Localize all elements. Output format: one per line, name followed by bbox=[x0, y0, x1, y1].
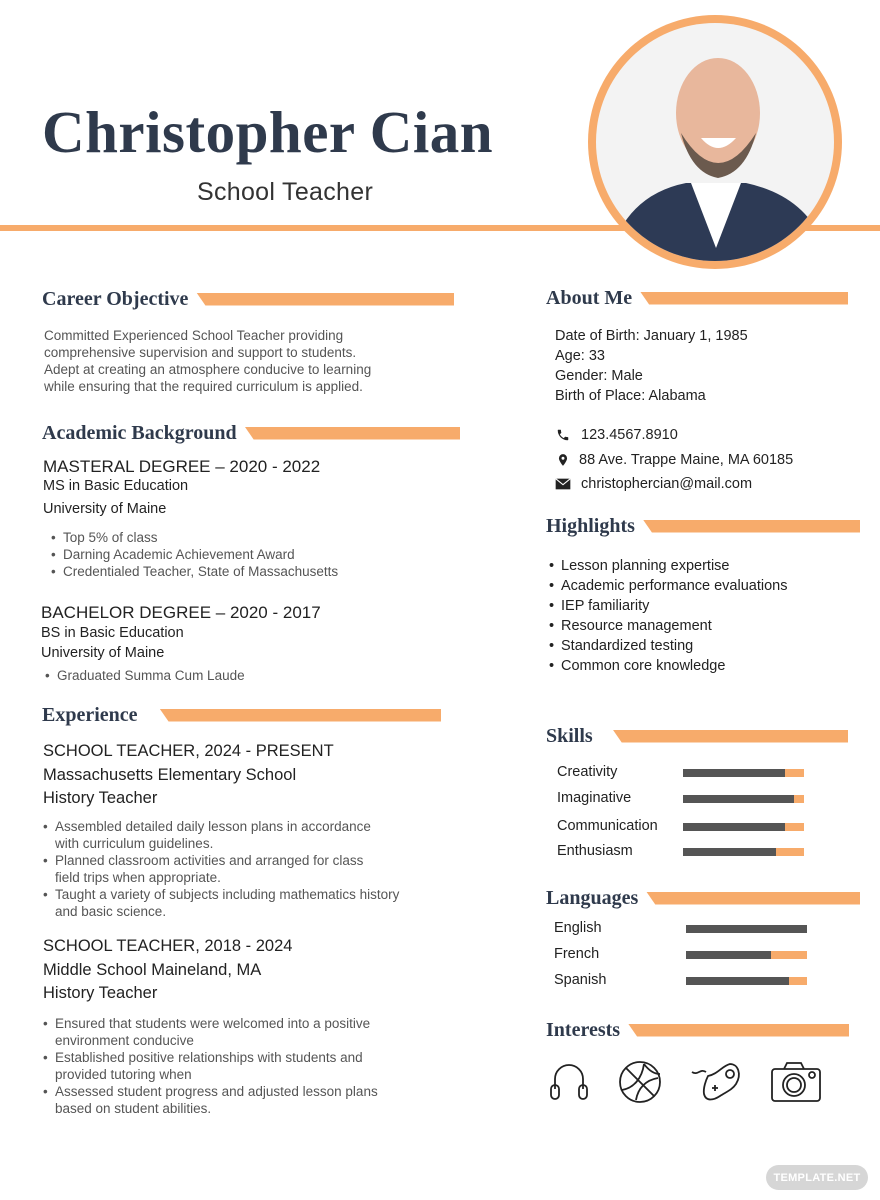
heading-accent-bar bbox=[160, 709, 441, 722]
envelope-icon bbox=[550, 478, 576, 490]
interests-icons bbox=[548, 1060, 822, 1109]
skills-label: Creativity bbox=[557, 764, 618, 780]
heading-accent-bar bbox=[613, 730, 848, 743]
job-2: SCHOOL TEACHER, 2018 - 2024 Middle School Maineland, MA History Teacher • Ensured that students were welcomed into a positive environment conducive • Established positive relationships with students and provided tutoring when • Assessed student progress and adjusted lesson plans based on student abilities. bbox=[43, 935, 378, 1117]
gamepad-icon bbox=[690, 1062, 742, 1107]
languages-level-bar bbox=[686, 977, 807, 985]
job-1: SCHOOL TEACHER, 2024 - PRESENT Massachusetts Elementary School History Teacher • Assembled detailed daily lesson plans in accordance with curriculum guidelines. • Planned classroom activities and arranged for class field trips when appropriate. • Taught a variety of subjects including mathematics history and basic science. bbox=[43, 740, 399, 920]
section-heading: Career Objective bbox=[42, 287, 189, 310]
skills-label: Communication bbox=[557, 818, 658, 834]
languages-label: English bbox=[554, 920, 602, 936]
candidate-title: School Teacher bbox=[197, 178, 374, 206]
heading-accent-bar bbox=[643, 520, 860, 533]
degree-bachelor: BACHELOR DEGREE – 2020 - 2017 BS in Basic Education University of Maine • Graduated Summa Cum Laude bbox=[41, 602, 321, 684]
section-heading: Skills bbox=[546, 724, 593, 747]
heading-accent-bar bbox=[196, 293, 454, 306]
section-about-me bbox=[546, 286, 848, 310]
profile-photo bbox=[588, 15, 842, 269]
section-highlights bbox=[546, 514, 860, 538]
languages-level-bar bbox=[686, 951, 807, 959]
list-item: • Taught a variety of subjects including mathematics history and basic science. bbox=[43, 886, 399, 920]
section-skills bbox=[546, 724, 848, 748]
languages-label: French bbox=[554, 946, 600, 962]
level-fill bbox=[683, 823, 785, 831]
basketball-icon bbox=[618, 1060, 662, 1109]
career-objective-text: Committed Experienced School Teacher providing comprehensive supervision and support to students. Adept at creating an atmosphere conducive to learning while ensuring that the required curriculum is applied. bbox=[44, 328, 372, 394]
list-item: • Graduated Summa Cum Laude bbox=[45, 667, 321, 684]
level-fill bbox=[686, 977, 789, 985]
section-career-objective bbox=[42, 287, 454, 311]
list-item: • Planned classroom activities and arranged for class field trips when appropriate. bbox=[43, 852, 399, 886]
contact-phone: 123.4567.8910 bbox=[550, 423, 793, 448]
section-heading: About Me bbox=[546, 286, 633, 309]
list-item: • Ensured that students were welcomed into a positive environment conducive bbox=[43, 1015, 378, 1049]
section-academic-background bbox=[42, 421, 460, 445]
location-pin-icon bbox=[550, 452, 576, 468]
list-item: • Assembled detailed daily lesson plans in accordance with curriculum guidelines. bbox=[43, 818, 399, 852]
level-fill bbox=[683, 848, 776, 856]
languages-level-bar bbox=[686, 925, 807, 933]
list-item: • Standardized testing bbox=[549, 636, 787, 656]
candidate-name: Christopher Cian bbox=[42, 99, 494, 165]
heading-accent-bar bbox=[646, 892, 860, 905]
level-fill bbox=[686, 925, 807, 933]
section-heading: Experience bbox=[42, 703, 138, 726]
contact-list bbox=[550, 423, 793, 497]
list-item: • Resource management bbox=[549, 616, 787, 636]
contact-email: christophercian@mail.com bbox=[550, 472, 793, 497]
level-fill bbox=[686, 951, 771, 959]
list-item: • Darning Academic Achievement Award bbox=[51, 546, 338, 563]
highlights-list bbox=[549, 556, 787, 676]
list-item: • Assessed student progress and adjusted lesson plans based on student abilities. bbox=[43, 1083, 378, 1117]
list-item: • Top 5% of class bbox=[51, 529, 338, 546]
degree-masteral: MASTERAL DEGREE – 2020 - 2022 MS in Basic Education University of Maine • Top 5% of class • Darning Academic Achievement Award • Credentialed Teacher, State of Massachusetts bbox=[43, 456, 338, 580]
skills-level-bar bbox=[683, 769, 804, 777]
template-net-watermark: TEMPLATE.NET bbox=[766, 1165, 868, 1190]
list-item: • Common core knowledge bbox=[549, 656, 787, 676]
skills-label: Imaginative bbox=[557, 790, 632, 806]
phone-icon bbox=[550, 428, 576, 442]
level-fill bbox=[683, 795, 794, 803]
contact-address: 88 Ave. Trappe Maine, MA 60185 bbox=[550, 448, 793, 473]
about-details: Date of Birth: January 1, 1985 Age: 33 Gender: Male Birth of Place: Alabama bbox=[555, 328, 748, 404]
skills-level-bar bbox=[683, 848, 804, 856]
list-item: • Lesson planning expertise bbox=[549, 556, 787, 576]
skills-level-bar bbox=[683, 823, 804, 831]
level-fill bbox=[683, 769, 785, 777]
skills-level-bar bbox=[683, 795, 804, 803]
headphones-icon bbox=[548, 1061, 590, 1108]
camera-icon bbox=[770, 1061, 822, 1108]
section-heading: Academic Background bbox=[42, 421, 237, 444]
section-heading: Highlights bbox=[546, 514, 635, 537]
languages-label: Spanish bbox=[554, 972, 607, 988]
list-item: • IEP familiarity bbox=[549, 596, 787, 616]
section-interests bbox=[546, 1018, 849, 1042]
heading-accent-bar bbox=[628, 1024, 849, 1037]
list-item: • Credentialed Teacher, State of Massachusetts bbox=[51, 563, 338, 580]
section-experience bbox=[42, 703, 441, 727]
list-item: • Academic performance evaluations bbox=[549, 576, 787, 596]
section-heading: Interests bbox=[546, 1018, 621, 1041]
section-heading: Languages bbox=[546, 886, 639, 909]
list-item: • Established positive relationships with students and provided tutoring when bbox=[43, 1049, 378, 1083]
heading-accent-bar bbox=[245, 427, 460, 440]
heading-accent-bar bbox=[640, 292, 848, 305]
skills-label: Enthusiasm bbox=[557, 843, 633, 859]
section-languages bbox=[546, 886, 860, 910]
